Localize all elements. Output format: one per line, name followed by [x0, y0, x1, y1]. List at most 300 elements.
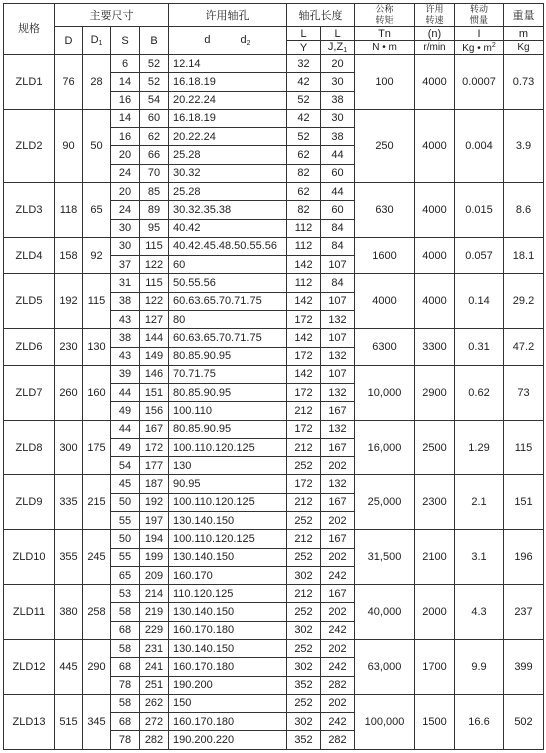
Y-cell: 62	[287, 146, 321, 164]
model-cell: ZLD12	[4, 640, 55, 695]
Y-cell: 212	[287, 585, 321, 603]
allowed-speed-header: 许用转速	[415, 4, 455, 27]
inertia-cell: 0.015	[455, 182, 504, 237]
JZ-cell: 20	[321, 55, 355, 73]
inertia-cell: 16.6	[455, 694, 504, 749]
D1-cell: 258	[83, 585, 111, 640]
Y-cell: 82	[287, 164, 321, 182]
Y-cell: 112	[287, 274, 321, 292]
bore-cell: 100.110.120.125	[169, 493, 287, 511]
table-row	[4, 365, 544, 383]
weight-cell: 18.1	[504, 237, 544, 274]
speed-cell: 2900	[415, 365, 455, 420]
S-cell: 65	[111, 566, 140, 584]
inertia-cell: 0.0007	[455, 55, 504, 110]
B-cell: 144	[140, 329, 169, 347]
B-cell: 214	[140, 585, 169, 603]
table-row	[4, 585, 544, 603]
D1-cell: 130	[83, 329, 111, 366]
inertia-cell: 2.1	[455, 475, 504, 530]
table-row	[4, 274, 544, 292]
S-cell: 44	[111, 384, 140, 402]
Y-cell: 302	[287, 566, 321, 584]
model-cell: ZLD11	[4, 585, 55, 640]
JZ-cell: 44	[321, 146, 355, 164]
Y-cell: 212	[287, 402, 321, 420]
bore-cell: 130.140.150	[169, 548, 287, 566]
B-cell: 192	[140, 493, 169, 511]
S-cell: 6	[111, 55, 140, 73]
S-cell: 53	[111, 585, 140, 603]
inertia-cell: 3.1	[455, 530, 504, 585]
bore-cell: 20.22.24	[169, 91, 287, 109]
bore-cell: 80.85.90.95	[169, 384, 287, 402]
S-cell: 43	[111, 347, 140, 365]
B-cell: 251	[140, 676, 169, 694]
B-cell: 229	[140, 621, 169, 639]
model-cell: ZLD3	[4, 182, 55, 237]
JZ-cell: 38	[321, 91, 355, 109]
Y-cell: 212	[287, 438, 321, 456]
torque-cell: 250	[355, 109, 415, 182]
JZ-cell: 132	[321, 475, 355, 493]
JZ-cell: 202	[321, 457, 355, 475]
JZ-cell: 107	[321, 292, 355, 310]
Y-cell: 302	[287, 658, 321, 676]
S-cell: 24	[111, 164, 140, 182]
bore-cell: 130.140.150	[169, 512, 287, 530]
inertia-header: 转动惯量	[455, 4, 504, 27]
JZ-cell: 107	[321, 256, 355, 274]
col-JZ-header: $J,Z_1$	[321, 41, 355, 55]
D-cell: 90	[55, 109, 83, 182]
Y-cell: 172	[287, 347, 321, 365]
col-d-d2-header: d $d_2$	[169, 27, 287, 55]
Y-cell: 32	[287, 55, 321, 73]
B-cell: 197	[140, 512, 169, 530]
JZ-cell: 60	[321, 164, 355, 182]
D1-cell: 175	[83, 420, 111, 475]
col-n-header: (n)	[415, 27, 455, 41]
col-Y-header: Y	[287, 41, 321, 55]
weight-cell: 8.6	[504, 182, 544, 237]
inertia-cell: 0.62	[455, 365, 504, 420]
Y-cell: 252	[287, 694, 321, 712]
Y-cell: 142	[287, 329, 321, 347]
table-row	[4, 55, 544, 73]
model-cell: ZLD9	[4, 475, 55, 530]
torque-cell: 63,000	[355, 640, 415, 695]
inertia-cell: 0.14	[455, 274, 504, 329]
D-cell: 515	[55, 694, 83, 749]
bore-cell: 130.140.150	[169, 603, 287, 621]
model-cell: ZLD2	[4, 109, 55, 182]
S-cell: 78	[111, 731, 140, 750]
S-cell: 68	[111, 713, 140, 731]
B-cell: 115	[140, 274, 169, 292]
weight-cell: 399	[504, 640, 544, 695]
Y-cell: 252	[287, 603, 321, 621]
S-cell: 20	[111, 182, 140, 200]
table-row	[4, 694, 544, 712]
unit-torque: N • m	[355, 41, 415, 55]
bore-cell: 30.32	[169, 164, 287, 182]
col-D-header: D	[55, 27, 83, 55]
JZ-cell: 242	[321, 621, 355, 639]
bore-cell: 100.110.120.125	[169, 530, 287, 548]
table-row	[4, 237, 544, 255]
Y-cell: 52	[287, 91, 321, 109]
S-cell: 24	[111, 201, 140, 219]
col-L2-header: L	[321, 27, 355, 41]
bore-cell: 12.14	[169, 55, 287, 73]
bore-cell: 16.18.19	[169, 73, 287, 91]
B-cell: 122	[140, 292, 169, 310]
D1-cell: 245	[83, 530, 111, 585]
B-cell: 199	[140, 548, 169, 566]
spec-header: 规格	[4, 4, 55, 55]
Y-cell: 172	[287, 310, 321, 328]
JZ-cell: 107	[321, 329, 355, 347]
Y-cell: 82	[287, 201, 321, 219]
torque-cell: 31,500	[355, 530, 415, 585]
nominal-torque-header: 公称转矩	[355, 4, 415, 27]
bore-cell: 160.170.180	[169, 713, 287, 731]
torque-cell: 630	[355, 182, 415, 237]
model-cell: ZLD7	[4, 365, 55, 420]
S-cell: 43	[111, 310, 140, 328]
Y-cell: 252	[287, 548, 321, 566]
JZ-cell: 132	[321, 310, 355, 328]
bore-cell: 40.42	[169, 219, 287, 237]
weight-cell: 47.2	[504, 329, 544, 366]
torque-cell: 10,000	[355, 365, 415, 420]
D1-cell: 290	[83, 640, 111, 695]
Y-cell: 172	[287, 475, 321, 493]
JZ-cell: 30	[321, 73, 355, 91]
inertia-cell: 1.29	[455, 420, 504, 475]
JZ-cell: 242	[321, 713, 355, 731]
JZ-cell: 167	[321, 402, 355, 420]
bore-cell: 190.200.220	[169, 731, 287, 750]
table-body	[4, 55, 544, 750]
speed-cell: 2000	[415, 585, 455, 640]
model-cell: ZLD1	[4, 55, 55, 110]
bore-cell: 130.140.150	[169, 640, 287, 658]
Y-cell: 252	[287, 640, 321, 658]
D-cell: 300	[55, 420, 83, 475]
torque-cell: 100,000	[355, 694, 415, 749]
S-cell: 78	[111, 676, 140, 694]
table-row	[4, 109, 544, 127]
Y-cell: 252	[287, 512, 321, 530]
B-cell: 149	[140, 347, 169, 365]
torque-cell: 100	[355, 55, 415, 110]
JZ-cell: 167	[321, 585, 355, 603]
JZ-cell: 84	[321, 219, 355, 237]
Y-cell: 212	[287, 493, 321, 511]
model-cell: ZLD10	[4, 530, 55, 585]
model-cell: ZLD5	[4, 274, 55, 329]
S-cell: 30	[111, 237, 140, 255]
S-cell: 14	[111, 73, 140, 91]
JZ-cell: 132	[321, 384, 355, 402]
B-cell: 219	[140, 603, 169, 621]
table-row	[4, 182, 544, 200]
bore-cell: 25.28	[169, 146, 287, 164]
S-cell: 50	[111, 530, 140, 548]
speed-cell: 4000	[415, 274, 455, 329]
D1-cell: 115	[83, 274, 111, 329]
Y-cell: 302	[287, 621, 321, 639]
S-cell: 49	[111, 438, 140, 456]
S-cell: 54	[111, 457, 140, 475]
speed-cell: 2100	[415, 530, 455, 585]
torque-cell: 40,000	[355, 585, 415, 640]
B-cell: 194	[140, 530, 169, 548]
B-cell: 282	[140, 731, 169, 750]
inertia-cell: 0.004	[455, 109, 504, 182]
S-cell: 31	[111, 274, 140, 292]
torque-cell: 4000	[355, 274, 415, 329]
table-header	[4, 4, 544, 55]
B-cell: 146	[140, 365, 169, 383]
B-cell: 187	[140, 475, 169, 493]
B-cell: 167	[140, 420, 169, 438]
bore-cell: 30.32.35.38	[169, 201, 287, 219]
S-cell: 16	[111, 91, 140, 109]
S-cell: 58	[111, 694, 140, 712]
JZ-cell: 60	[321, 201, 355, 219]
D-cell: 76	[55, 55, 83, 110]
bore-cell: 90.95	[169, 475, 287, 493]
B-cell: 156	[140, 402, 169, 420]
D-cell: 260	[55, 365, 83, 420]
allowed-bore-header: 许用轴孔	[169, 4, 287, 27]
JZ-cell: 167	[321, 530, 355, 548]
bore-cell: 60	[169, 256, 287, 274]
weight-cell: 73	[504, 365, 544, 420]
bore-cell: 100.110	[169, 402, 287, 420]
weight-cell: 29.2	[504, 274, 544, 329]
speed-cell: 2300	[415, 475, 455, 530]
JZ-cell: 202	[321, 694, 355, 712]
bore-length-header: 轴孔长度	[287, 4, 355, 27]
JZ-cell: 202	[321, 512, 355, 530]
inertia-cell: 0.31	[455, 329, 504, 366]
B-cell: 241	[140, 658, 169, 676]
B-cell: 262	[140, 694, 169, 712]
D-cell: 192	[55, 274, 83, 329]
JZ-cell: 202	[321, 640, 355, 658]
bore-cell: 100.110.120.125	[169, 438, 287, 456]
S-cell: 14	[111, 109, 140, 127]
B-cell: 115	[140, 237, 169, 255]
bore-cell: 40.42.45.48.50.55.56	[169, 237, 287, 255]
B-cell: 70	[140, 164, 169, 182]
S-cell: 58	[111, 640, 140, 658]
col-I-header: I	[455, 27, 504, 41]
JZ-cell: 167	[321, 493, 355, 511]
unit-inertia: Kg • $m^2$	[455, 41, 504, 55]
D1-cell: 50	[83, 109, 111, 182]
main-dims-header: 主要尺寸	[55, 4, 169, 27]
bore-cell: 160.170	[169, 566, 287, 584]
torque-cell: 16,000	[355, 420, 415, 475]
weight-header: 重量	[504, 4, 544, 27]
S-cell: 38	[111, 329, 140, 347]
weight-cell: 115	[504, 420, 544, 475]
B-cell: 89	[140, 201, 169, 219]
weight-cell: 151	[504, 475, 544, 530]
D1-cell: 92	[83, 237, 111, 274]
D-cell: 230	[55, 329, 83, 366]
JZ-cell: 132	[321, 420, 355, 438]
B-cell: 62	[140, 128, 169, 146]
JZ-cell: 30	[321, 109, 355, 127]
weight-cell: 502	[504, 694, 544, 749]
bore-cell: 50.55.56	[169, 274, 287, 292]
model-cell: ZLD8	[4, 420, 55, 475]
speed-cell: 4000	[415, 237, 455, 274]
B-cell: 209	[140, 566, 169, 584]
JZ-cell: 202	[321, 603, 355, 621]
speed-cell: 4000	[415, 182, 455, 237]
S-cell: 39	[111, 365, 140, 383]
speed-cell: 1700	[415, 640, 455, 695]
inertia-cell: 4.3	[455, 585, 504, 640]
Y-cell: 62	[287, 182, 321, 200]
bore-cell: 16.18.19	[169, 109, 287, 127]
col-L1-header: L	[287, 27, 321, 41]
B-cell: 85	[140, 182, 169, 200]
model-cell: ZLD4	[4, 237, 55, 274]
JZ-cell: 167	[321, 438, 355, 456]
S-cell: 68	[111, 658, 140, 676]
D1-cell: 345	[83, 694, 111, 749]
bore-cell: 60.63.65.70.71.75	[169, 329, 287, 347]
bore-cell: 70.71.75	[169, 365, 287, 383]
speed-cell: 4000	[415, 55, 455, 110]
Y-cell: 252	[287, 457, 321, 475]
D-cell: 355	[55, 530, 83, 585]
Y-cell: 42	[287, 73, 321, 91]
table-row	[4, 475, 544, 493]
col-S-header: S	[111, 27, 140, 55]
Y-cell: 52	[287, 128, 321, 146]
bore-cell: 110.120.125	[169, 585, 287, 603]
coupling-spec-table	[3, 3, 544, 750]
JZ-cell: 107	[321, 365, 355, 383]
S-cell: 37	[111, 256, 140, 274]
Y-cell: 172	[287, 384, 321, 402]
JZ-cell: 282	[321, 731, 355, 750]
S-cell: 45	[111, 475, 140, 493]
S-cell: 50	[111, 493, 140, 511]
S-cell: 30	[111, 219, 140, 237]
B-cell: 151	[140, 384, 169, 402]
speed-cell: 1500	[415, 694, 455, 749]
S-cell: 38	[111, 292, 140, 310]
S-cell: 55	[111, 512, 140, 530]
inertia-cell: 9.9	[455, 640, 504, 695]
weight-cell: 3.9	[504, 109, 544, 182]
D-cell: 380	[55, 585, 83, 640]
col-Tn-header: Tn	[355, 27, 415, 41]
B-cell: 66	[140, 146, 169, 164]
torque-cell: 6300	[355, 329, 415, 366]
B-cell: 172	[140, 438, 169, 456]
speed-cell: 4000	[415, 109, 455, 182]
bore-cell: 60.63.65.70.71.75	[169, 292, 287, 310]
D1-cell: 160	[83, 365, 111, 420]
B-cell: 60	[140, 109, 169, 127]
inertia-cell: 0.057	[455, 237, 504, 274]
model-cell: ZLD13	[4, 694, 55, 749]
bore-cell: 160.170.180	[169, 621, 287, 639]
speed-cell: 3300	[415, 329, 455, 366]
S-cell: 58	[111, 603, 140, 621]
weight-cell: 196	[504, 530, 544, 585]
bore-cell: 190.200	[169, 676, 287, 694]
D1-cell: 28	[83, 55, 111, 110]
JZ-cell: 132	[321, 347, 355, 365]
D-cell: 118	[55, 182, 83, 237]
speed-cell: 2500	[415, 420, 455, 475]
bore-cell: 150	[169, 694, 287, 712]
D-cell: 335	[55, 475, 83, 530]
bore-cell: 80.85.90.95	[169, 347, 287, 365]
col-m-header: m	[504, 27, 544, 41]
bore-cell: 130	[169, 457, 287, 475]
S-cell: 55	[111, 548, 140, 566]
Y-cell: 42	[287, 109, 321, 127]
JZ-cell: 242	[321, 566, 355, 584]
weight-cell: 237	[504, 585, 544, 640]
Y-cell: 142	[287, 292, 321, 310]
B-cell: 52	[140, 73, 169, 91]
col-B-header: B	[140, 27, 169, 55]
Y-cell: 142	[287, 365, 321, 383]
unit-speed: r/min	[415, 41, 455, 55]
B-cell: 177	[140, 457, 169, 475]
bore-cell: 25.28	[169, 182, 287, 200]
Y-cell: 302	[287, 713, 321, 731]
S-cell: 16	[111, 128, 140, 146]
Y-cell: 112	[287, 237, 321, 255]
table-row	[4, 640, 544, 658]
Y-cell: 172	[287, 420, 321, 438]
table-row	[4, 530, 544, 548]
B-cell: 95	[140, 219, 169, 237]
model-cell: ZLD6	[4, 329, 55, 366]
torque-cell: 1600	[355, 237, 415, 274]
Y-cell: 352	[287, 676, 321, 694]
D-cell: 445	[55, 640, 83, 695]
Y-cell: 212	[287, 530, 321, 548]
weight-cell: 0.73	[504, 55, 544, 110]
JZ-cell: 282	[321, 676, 355, 694]
torque-cell: 25,000	[355, 475, 415, 530]
unit-weight: Kg	[504, 41, 544, 55]
bore-cell: 160.170.180	[169, 658, 287, 676]
B-cell: 127	[140, 310, 169, 328]
S-cell: 68	[111, 621, 140, 639]
JZ-cell: 242	[321, 658, 355, 676]
table-row	[4, 420, 544, 438]
JZ-cell: 38	[321, 128, 355, 146]
B-cell: 54	[140, 91, 169, 109]
